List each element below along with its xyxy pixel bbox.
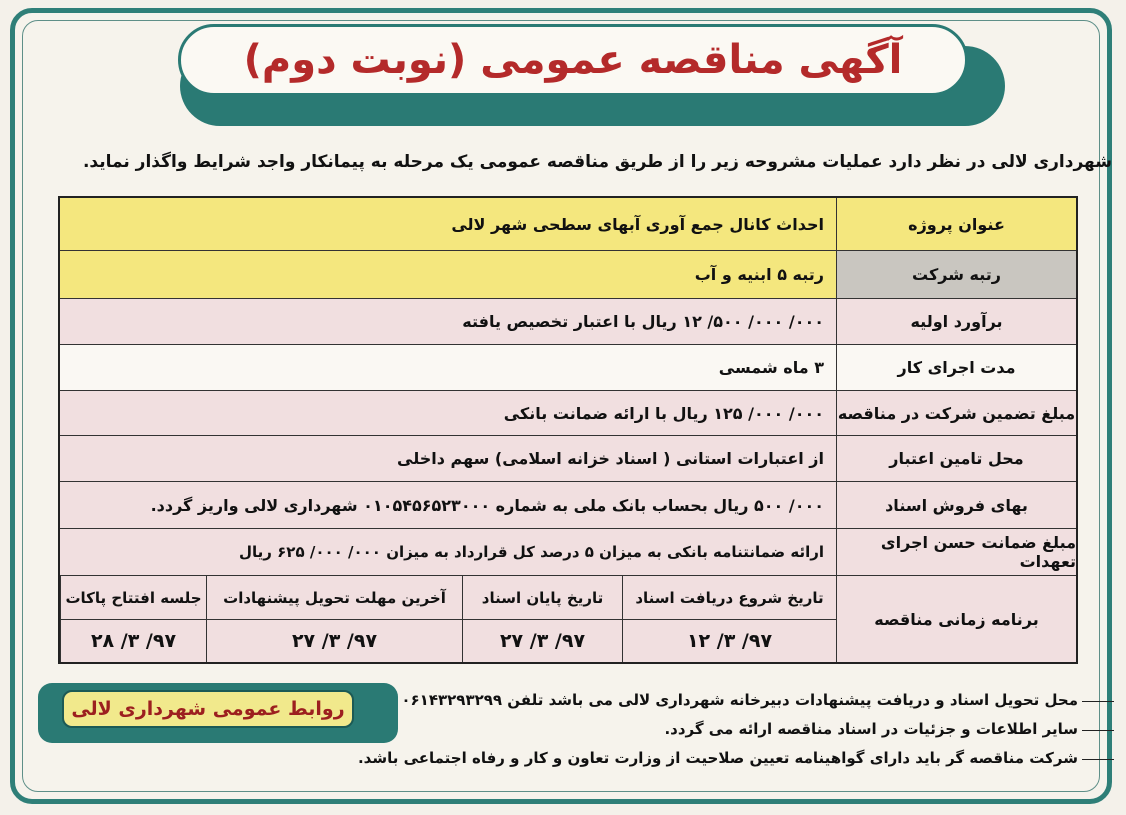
schedule-header: تاریخ شروع دریافت اسناد <box>622 576 836 620</box>
row-value: از اعتبارات استانی ( اسناد خزانه اسلامی) سهم داخلی <box>397 449 824 468</box>
row-value: ۰۰۰/ ۰۰۰/ ۵۰۰/ ۱۲ ریال با اعتبار تخصیص یافته <box>462 312 824 331</box>
row-label: رتبه شرکت <box>836 251 1076 298</box>
row-label: عنوان پروژه <box>836 198 1076 250</box>
row-label: مبلغ تضمین شرکت در مناقصه <box>836 391 1076 435</box>
row-value: ۰۰۰/ ۵۰۰ ریال بحساب بانک ملی به شماره ۰۱۰۵۴۵۶۵۲۳۰۰۰ شهرداری لالی واریز گردد. <box>150 495 824 515</box>
row-value: ۰۰۰/ ۰۰۰/ ۱۲۵ ریال با ارائه ضمانت بانکی <box>503 403 824 423</box>
table-row <box>60 482 1076 529</box>
schedule-label: برنامه زمانی مناقصه <box>836 576 1076 662</box>
schedule-header: تاریخ پایان اسناد <box>462 576 622 620</box>
table-row <box>60 299 1076 345</box>
row-value: ارائه ضمانتنامه بانکی به میزان ۵ درصد کل قرارداد به میزان ۰۰۰/ ۰۰۰/ ۶۲۵ ریال <box>239 543 824 561</box>
row-label: برآورد اولیه <box>836 299 1076 344</box>
title-pill <box>178 24 968 96</box>
schedule-value: ۹۷/ ۳/ ۲۸ <box>60 620 206 662</box>
page-title: آگهی مناقصه عمومی (نوبت دوم) <box>243 37 903 83</box>
table-row <box>60 198 1076 251</box>
schedule-value: ۹۷/ ۳/ ۲۷ <box>206 620 462 662</box>
row-label: مدت اجرای کار <box>836 345 1076 390</box>
table-row <box>60 345 1076 391</box>
table-row <box>60 391 1076 436</box>
table-row <box>60 436 1076 482</box>
note-item: سایر اطلاعات و جزئیات در اسناد مناقصه ارائه می گردد. <box>372 715 1092 744</box>
row-label: بهای فروش اسناد <box>836 482 1076 528</box>
row-value: رتبه ۵ ابنیه و آب <box>694 265 824 284</box>
notes-list <box>357 686 1092 773</box>
row-value: ۳ ماه شمسی <box>718 358 824 377</box>
signature-label: روابط عمومی شهرداری لالی <box>62 690 354 728</box>
schedule-header: جلسه افتتاح پاکات <box>60 576 206 620</box>
schedule-header: آخرین مهلت تحویل پیشنهادات <box>206 576 462 620</box>
schedule-value: ۹۷/ ۳/ ۱۲ <box>622 620 836 662</box>
tender-table <box>58 196 1078 664</box>
row-label: مبلغ ضمانت حسن اجرای تعهدات <box>836 529 1076 575</box>
intro-text: شهرداری لالی در نظر دارد عملیات مشروحه زیر را از طریق مناقصه عمومی یک مرحله به پیمانکار واجد شرایط واگذار نماید. <box>82 152 1112 172</box>
table-row <box>60 529 1076 576</box>
schedule-value: ۹۷/ ۳/ ۲۷ <box>462 620 622 662</box>
note-item: شرکت مناقصه گر باید دارای گواهینامه تعیین صلاحیت از وزارت تعاون و کار و رفاه اجتماعی باشد. <box>372 744 1092 773</box>
table-row <box>60 251 1076 299</box>
row-label: محل تامین اعتبار <box>836 436 1076 481</box>
schedule-grid <box>60 576 836 662</box>
note-item: محل تحویل اسناد و دریافت پیشنهادات دبیرخانه شهرداری لالی می باشد تلفن ۰۶۱۴۳۲۹۳۲۹۹ <box>372 686 1092 715</box>
row-value: احداث کانال جمع آوری آبهای سطحی شهر لالی <box>451 214 824 234</box>
